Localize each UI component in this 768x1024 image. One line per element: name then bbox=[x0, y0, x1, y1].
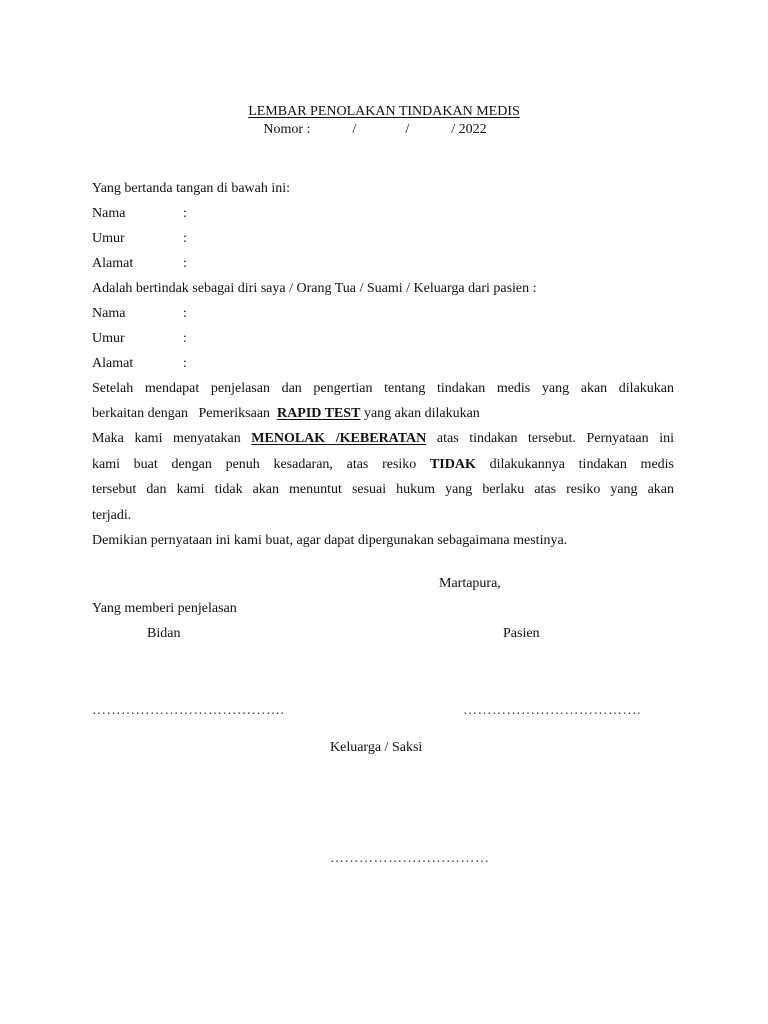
refusal-line-1-suffix: atas tindakan tersebut. Pernyataan ini bbox=[436, 431, 675, 446]
rapid-test-emphasis: RAPID TEST bbox=[277, 406, 361, 421]
refusal-line-3: tersebut dan kami tidak akan menuntut sesuai hukum yang berlaku atas resiko yang akan bbox=[92, 482, 674, 497]
signer-age-colon: : bbox=[183, 231, 187, 246]
patient-role: Pasien bbox=[503, 626, 540, 641]
witness-role: Keluarga / Saksi bbox=[330, 740, 423, 755]
patient-address-colon: : bbox=[183, 356, 187, 371]
refusal-line-2-prefix: kami buat dengan penuh kesadaran, atas resiko bbox=[92, 457, 417, 472]
refusal-line-4: terjadi. bbox=[92, 508, 132, 523]
relation-line: Adalah bertindak sebagai diri saya / Orang Tua / Suami / Keluarga dari pasien : bbox=[92, 281, 537, 296]
witness-signature-line: …………………………… bbox=[330, 851, 490, 866]
explanation-line-2 bbox=[92, 407, 480, 421]
signer-address-colon: : bbox=[183, 256, 187, 271]
document-title: LEMBAR PENOLAKAN TINDAKAN MEDIS bbox=[248, 104, 520, 119]
signer-age-label: Umur bbox=[92, 231, 125, 246]
refusal-line-2 bbox=[92, 458, 674, 472]
patient-name-colon: : bbox=[183, 306, 187, 321]
refusal-line-1-prefix: Maka kami menyatakan bbox=[92, 431, 241, 446]
patient-address-label: Alamat bbox=[92, 356, 134, 371]
patient-name-label: Nama bbox=[92, 306, 126, 321]
explanation-line-2-suffix: yang akan dilakukan bbox=[363, 406, 480, 421]
signer-address-label: Alamat bbox=[92, 256, 134, 271]
patient-age-colon: : bbox=[183, 331, 187, 346]
refusal-line-1 bbox=[92, 432, 674, 446]
explanation-line-1: Setelah mendapat penjelasan dan pengertian tentang tindakan medis yang akan dilakukan bbox=[92, 381, 674, 396]
signature-place: Martapura, bbox=[439, 576, 501, 591]
explainer-caption: Yang memberi penjelasan bbox=[92, 601, 237, 616]
intro-text: Yang bertanda tangan di bawah ini: bbox=[92, 181, 291, 196]
refusal-emphasis: MENOLAK /KEBERATAN bbox=[251, 431, 427, 446]
explanation-line-2-prefix: berkaitan dengan Pemeriksaan bbox=[92, 406, 271, 421]
tidak-emphasis: TIDAK bbox=[429, 457, 476, 472]
closing-statement: Demikian pernyataan ini kami buat, agar dapat dipergunakan sebagaimana mestinya. bbox=[92, 533, 568, 548]
signer-name-colon: : bbox=[183, 206, 187, 221]
explainer-signature-line: …………………………………. bbox=[92, 703, 285, 718]
explainer-role: Bidan bbox=[147, 626, 181, 641]
document-number-line: Nomor : / / / 2022 bbox=[263, 122, 487, 137]
patient-signature-line: ………………………………. bbox=[463, 703, 641, 718]
patient-age-label: Umur bbox=[92, 331, 125, 346]
signer-name-label: Nama bbox=[92, 206, 126, 221]
refusal-line-2-suffix: dilakukannya tindakan medis bbox=[489, 457, 674, 472]
